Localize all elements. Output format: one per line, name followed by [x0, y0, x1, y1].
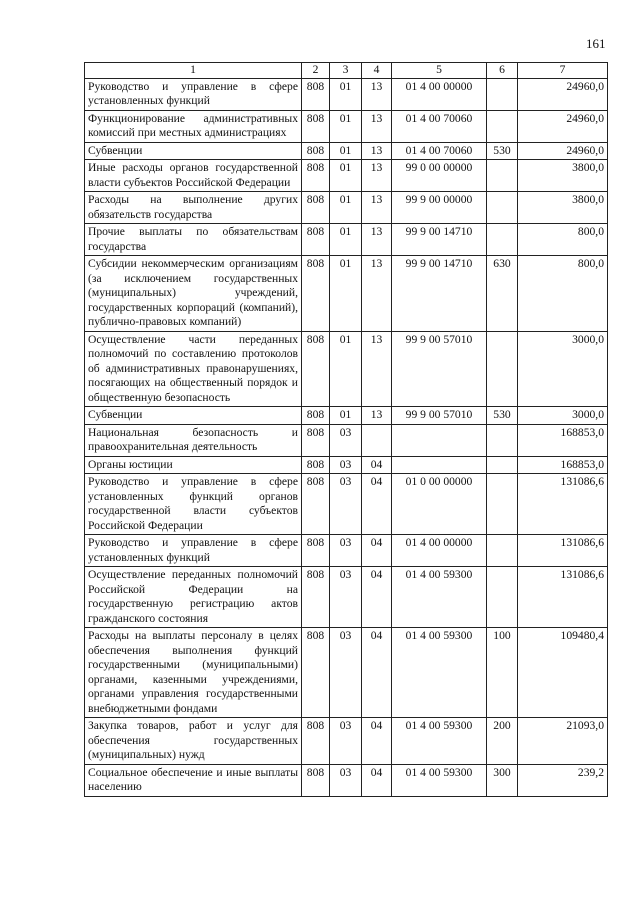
- subsection-code-cell: 04: [362, 718, 392, 765]
- amount-cell: 168853,0: [518, 424, 608, 456]
- target-article-cell: 01 0 00 00000: [392, 474, 487, 535]
- section-code-cell: 01: [330, 331, 362, 407]
- row-name-cell: Закупка товаров, работ и услуг для обеспечения государственных (муниципальных) нужд: [85, 718, 302, 765]
- admin-code-cell: 808: [302, 535, 330, 567]
- amount-cell: 131086,6: [518, 567, 608, 628]
- section-code-cell: 01: [330, 142, 362, 160]
- table-row: [85, 628, 608, 718]
- subsection-code-cell: 13: [362, 224, 392, 256]
- expense-type-cell: [487, 424, 518, 456]
- section-code-cell: 01: [330, 224, 362, 256]
- expense-type-cell: [487, 160, 518, 192]
- section-code-cell: 01: [330, 110, 362, 142]
- target-article-cell: 01 4 00 70060: [392, 142, 487, 160]
- row-name-cell: Функционирование административных комиссий при местных администрациях: [85, 110, 302, 142]
- admin-code-cell: 808: [302, 256, 330, 332]
- amount-cell: 3800,0: [518, 192, 608, 224]
- table-row: [85, 535, 608, 567]
- section-code-cell: 01: [330, 78, 362, 110]
- table-row: [85, 456, 608, 474]
- subsection-code-cell: 13: [362, 192, 392, 224]
- row-name-cell: Руководство и управление в сфере установленных функций: [85, 78, 302, 110]
- amount-cell: 3000,0: [518, 331, 608, 407]
- column-header: 6: [487, 63, 518, 79]
- target-article-cell: 01 4 00 59300: [392, 764, 487, 796]
- section-code-cell: 01: [330, 192, 362, 224]
- amount-cell: 131086,6: [518, 474, 608, 535]
- amount-cell: 21093,0: [518, 718, 608, 765]
- subsection-code-cell: 04: [362, 474, 392, 535]
- table-row: [85, 407, 608, 425]
- subsection-code-cell: [362, 424, 392, 456]
- page-number: 161: [586, 36, 606, 51]
- expense-type-cell: 200: [487, 718, 518, 765]
- row-name-cell: Субсидии некоммерческим организациям (за исключением государственных (муниципальных) учреждений, государственных корпораций (компаний), публично-правовых компаний): [85, 256, 302, 332]
- row-name-cell: Расходы на выплаты персоналу в целях обеспечения выполнения функций государственными (муниципальными) органами, казенными учреждениями, органами управления государственными внебюджетными фондами: [85, 628, 302, 718]
- subsection-code-cell: 04: [362, 628, 392, 718]
- target-article-cell: [392, 456, 487, 474]
- row-name-cell: Осуществление части переданных полномочий по составлению протоколов об административных правонарушениях, посягающих на общественный порядок и общественную безопасность: [85, 331, 302, 407]
- target-article-cell: 99 9 00 14710: [392, 256, 487, 332]
- admin-code-cell: 808: [302, 764, 330, 796]
- section-code-cell: 03: [330, 628, 362, 718]
- column-header: 5: [392, 63, 487, 79]
- expense-type-cell: [487, 474, 518, 535]
- admin-code-cell: 808: [302, 224, 330, 256]
- section-code-cell: 03: [330, 764, 362, 796]
- target-article-cell: 99 0 00 00000: [392, 160, 487, 192]
- admin-code-cell: 808: [302, 628, 330, 718]
- table-row: [85, 160, 608, 192]
- subsection-code-cell: 13: [362, 407, 392, 425]
- section-code-cell: 01: [330, 256, 362, 332]
- subsection-code-cell: 04: [362, 567, 392, 628]
- expense-type-cell: [487, 456, 518, 474]
- expense-type-cell: [487, 78, 518, 110]
- section-code-cell: 03: [330, 424, 362, 456]
- admin-code-cell: 808: [302, 474, 330, 535]
- column-header: 2: [302, 63, 330, 79]
- amount-cell: 131086,6: [518, 535, 608, 567]
- amount-cell: 24960,0: [518, 142, 608, 160]
- row-name-cell: Субвенции: [85, 407, 302, 425]
- admin-code-cell: 808: [302, 142, 330, 160]
- expense-type-cell: [487, 535, 518, 567]
- expense-type-cell: 630: [487, 256, 518, 332]
- target-article-cell: 99 9 00 57010: [392, 331, 487, 407]
- row-name-cell: Национальная безопасность и правоохранительная деятельность: [85, 424, 302, 456]
- target-article-cell: [392, 424, 487, 456]
- admin-code-cell: 808: [302, 456, 330, 474]
- subsection-code-cell: 13: [362, 78, 392, 110]
- amount-cell: 800,0: [518, 224, 608, 256]
- target-article-cell: 01 4 00 59300: [392, 718, 487, 765]
- table-row: [85, 192, 608, 224]
- row-name-cell: Органы юстиции: [85, 456, 302, 474]
- amount-cell: 800,0: [518, 256, 608, 332]
- admin-code-cell: 808: [302, 567, 330, 628]
- row-name-cell: Субвенции: [85, 142, 302, 160]
- subsection-code-cell: 04: [362, 764, 392, 796]
- target-article-cell: 99 9 00 00000: [392, 192, 487, 224]
- admin-code-cell: 808: [302, 110, 330, 142]
- row-name-cell: Осуществление переданных полномочий Российской Федерации на государственную регистрацию актов гражданского состояния: [85, 567, 302, 628]
- column-header: 3: [330, 63, 362, 79]
- subsection-code-cell: 13: [362, 331, 392, 407]
- expense-type-cell: 530: [487, 407, 518, 425]
- target-article-cell: 99 9 00 57010: [392, 407, 487, 425]
- budget-table: [84, 62, 608, 797]
- amount-cell: 24960,0: [518, 78, 608, 110]
- target-article-cell: 99 9 00 14710: [392, 224, 487, 256]
- expense-type-cell: [487, 192, 518, 224]
- admin-code-cell: 808: [302, 407, 330, 425]
- expense-type-cell: [487, 567, 518, 628]
- column-header: 1: [85, 63, 302, 79]
- table-row: [85, 224, 608, 256]
- table-row: [85, 256, 608, 332]
- section-code-cell: 03: [330, 456, 362, 474]
- column-number-row: [85, 63, 608, 79]
- section-code-cell: 01: [330, 407, 362, 425]
- expense-type-cell: [487, 110, 518, 142]
- table-body: [85, 78, 608, 796]
- table-row: [85, 718, 608, 765]
- column-header: 4: [362, 63, 392, 79]
- amount-cell: 168853,0: [518, 456, 608, 474]
- subsection-code-cell: 13: [362, 142, 392, 160]
- subsection-code-cell: 13: [362, 160, 392, 192]
- admin-code-cell: 808: [302, 160, 330, 192]
- expense-type-cell: 100: [487, 628, 518, 718]
- row-name-cell: Прочие выплаты по обязательствам государства: [85, 224, 302, 256]
- amount-cell: 3800,0: [518, 160, 608, 192]
- section-code-cell: 03: [330, 535, 362, 567]
- target-article-cell: 01 4 00 00000: [392, 78, 487, 110]
- admin-code-cell: 808: [302, 424, 330, 456]
- target-article-cell: 01 4 00 70060: [392, 110, 487, 142]
- expense-type-cell: [487, 331, 518, 407]
- admin-code-cell: 808: [302, 331, 330, 407]
- table-row: [85, 110, 608, 142]
- subsection-code-cell: 04: [362, 456, 392, 474]
- expense-type-cell: 530: [487, 142, 518, 160]
- section-code-cell: 03: [330, 718, 362, 765]
- table-row: [85, 474, 608, 535]
- table-row: [85, 764, 608, 796]
- target-article-cell: 01 4 00 00000: [392, 535, 487, 567]
- subsection-code-cell: 13: [362, 256, 392, 332]
- table-row: [85, 567, 608, 628]
- row-name-cell: Иные расходы органов государственной власти субъектов Российской Федерации: [85, 160, 302, 192]
- table-row: [85, 142, 608, 160]
- subsection-code-cell: 13: [362, 110, 392, 142]
- row-name-cell: Руководство и управление в сфере установленных функций: [85, 535, 302, 567]
- table-row: [85, 331, 608, 407]
- target-article-cell: 01 4 00 59300: [392, 567, 487, 628]
- section-code-cell: 03: [330, 567, 362, 628]
- row-name-cell: Руководство и управление в сфере установленных функций органов государственной власти субъектов Российской Федерации: [85, 474, 302, 535]
- section-code-cell: 03: [330, 474, 362, 535]
- amount-cell: 24960,0: [518, 110, 608, 142]
- row-name-cell: Социальное обеспечение и иные выплаты населению: [85, 764, 302, 796]
- table-row: [85, 424, 608, 456]
- subsection-code-cell: 04: [362, 535, 392, 567]
- expense-type-cell: [487, 224, 518, 256]
- section-code-cell: 01: [330, 160, 362, 192]
- table-row: [85, 78, 608, 110]
- row-name-cell: Расходы на выполнение других обязательств государства: [85, 192, 302, 224]
- amount-cell: 3000,0: [518, 407, 608, 425]
- column-header: 7: [518, 63, 608, 79]
- target-article-cell: 01 4 00 59300: [392, 628, 487, 718]
- admin-code-cell: 808: [302, 78, 330, 110]
- admin-code-cell: 808: [302, 192, 330, 224]
- admin-code-cell: 808: [302, 718, 330, 765]
- expense-type-cell: 300: [487, 764, 518, 796]
- amount-cell: 239,2: [518, 764, 608, 796]
- amount-cell: 109480,4: [518, 628, 608, 718]
